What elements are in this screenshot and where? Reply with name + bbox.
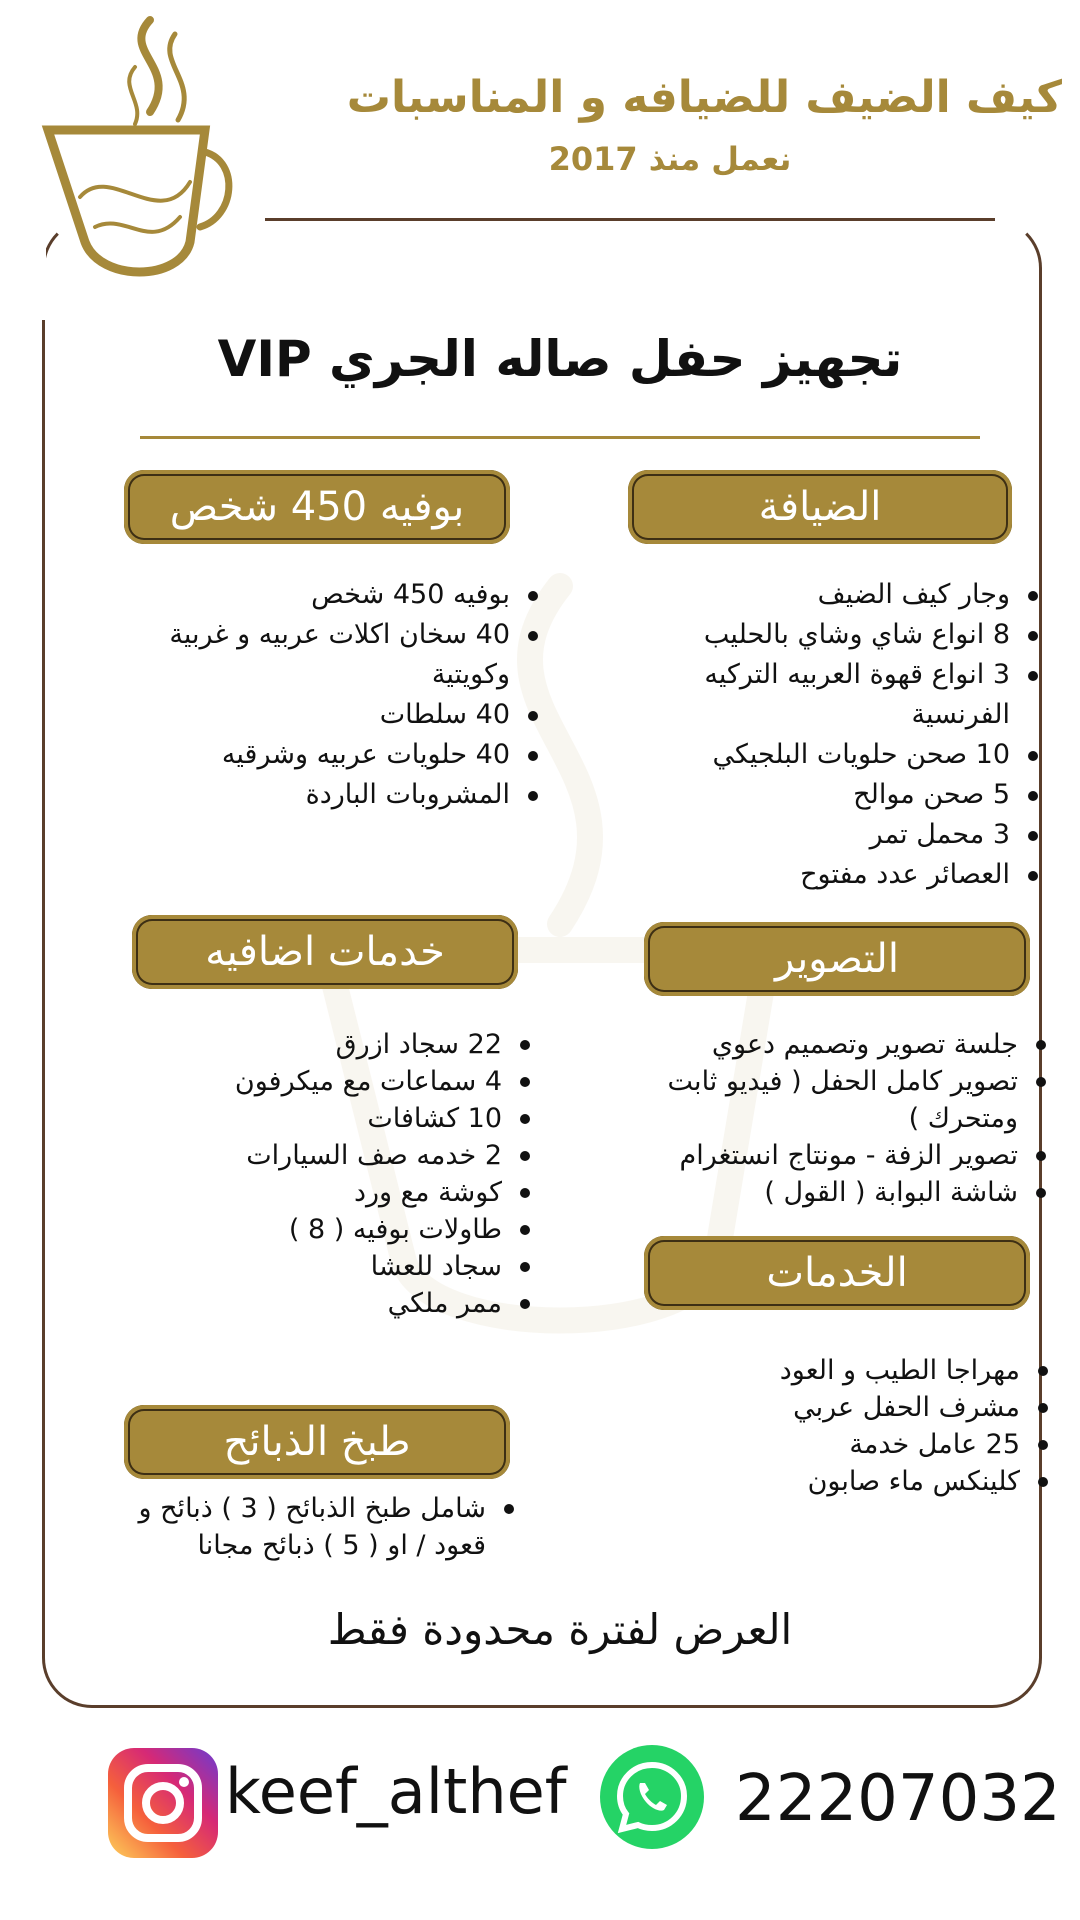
list-item: 8 انواع شاي وشاي بالحليب [610,615,1010,655]
section-header-cooking [124,1405,510,1479]
section-title-extras: خدمات اضافيه [205,929,445,975]
list-cooking [90,1490,514,1564]
list-item: ممر ملكي [150,1285,502,1322]
offer-note: العرض لفترة محدودة فقط [327,1605,793,1654]
list-hospitality [610,575,1038,895]
list-services [650,1352,1048,1500]
section-title-cooking: طبخ الذبائح [223,1419,411,1465]
title-divider [140,436,980,439]
list-item: 25 عامل خدمة [650,1426,1020,1463]
list-item: 4 سماعات مع ميكرفون [150,1063,502,1100]
list-item: 3 محمل تمر [610,815,1010,855]
section-header-buffet [124,470,510,544]
instagram-handle[interactable]: keef_althef [225,1755,567,1828]
list-item: 3 انواع قهوة العربيه التركيه الفرنسية [610,655,1010,735]
section-title-buffet: بوفيه 450 شخص [169,484,465,530]
list-item: كوشة مع ورد [150,1174,502,1211]
list-item: تصوير الزفة - مونتاج انستغرام [610,1137,1018,1174]
list-item: 5 صحن موالح [610,775,1010,815]
list-item: شاشة البوابة ( القول ) [610,1174,1018,1211]
list-photography [610,1026,1046,1211]
phone-number[interactable]: 22207032 [735,1762,1061,1836]
section-title-services: الخدمات [766,1250,908,1296]
list-item: كلينكس ماء صابون [650,1463,1020,1500]
instagram-icon[interactable] [108,1748,218,1858]
list-item: بوفيه 450 شخص [130,575,510,615]
list-item: 2 خدمه صف السيارات [150,1137,502,1174]
list-item: شامل طبخ الذبائح ( 3 ) ذبائح و قعود / او ( 5 ) ذبائح مجانا [90,1490,486,1564]
brand-title: كيف الضيف للضيافه و المناسبات [346,72,1062,123]
list-extras [150,1026,530,1322]
list-item: مشرف الحفل عربي [650,1389,1020,1426]
list-item: 40 سخان اكلات عربيه و غربية وكويتية [130,615,510,695]
section-header-photography [644,922,1030,996]
section-title-photography: التصوير [775,936,899,982]
list-item: المشروبات الباردة [130,775,510,815]
list-item: 40 حلويات عربيه وشرقيه [130,735,510,775]
list-buffet [130,575,538,815]
list-item: 22 سجاد ازرق [150,1026,502,1063]
list-item: سجاد للعشا [150,1248,502,1285]
list-item: طاولات بوفيه ( 8 ) [150,1211,502,1248]
list-item: 10 صحن حلويات البلجيكي [610,735,1010,775]
list-item: مهراجا الطيب و العود [650,1352,1020,1389]
list-item: 40 سلطات [130,695,510,735]
section-title-hospitality: الضيافة [758,484,882,530]
card-top-border [265,218,995,221]
section-header-extras [132,915,518,989]
brand-since: نعمل منذ 2017 [548,140,792,178]
whatsapp-icon[interactable] [600,1745,704,1849]
section-header-hospitality [628,470,1012,544]
section-header-services [644,1236,1030,1310]
list-item: وجار كيف الضيف [610,575,1010,615]
list-item: 10 كشافات [150,1100,502,1137]
list-item: العصائر عدد مفتوح [610,855,1010,895]
list-item: تصوير كامل الحفل ( فيديو ثابت ومتحرك ) [610,1063,1018,1137]
page-title: تجهيز حفل صاله الجري VIP [217,330,903,388]
list-item: جلسة تصوير وتصميم دعوي [610,1026,1018,1063]
